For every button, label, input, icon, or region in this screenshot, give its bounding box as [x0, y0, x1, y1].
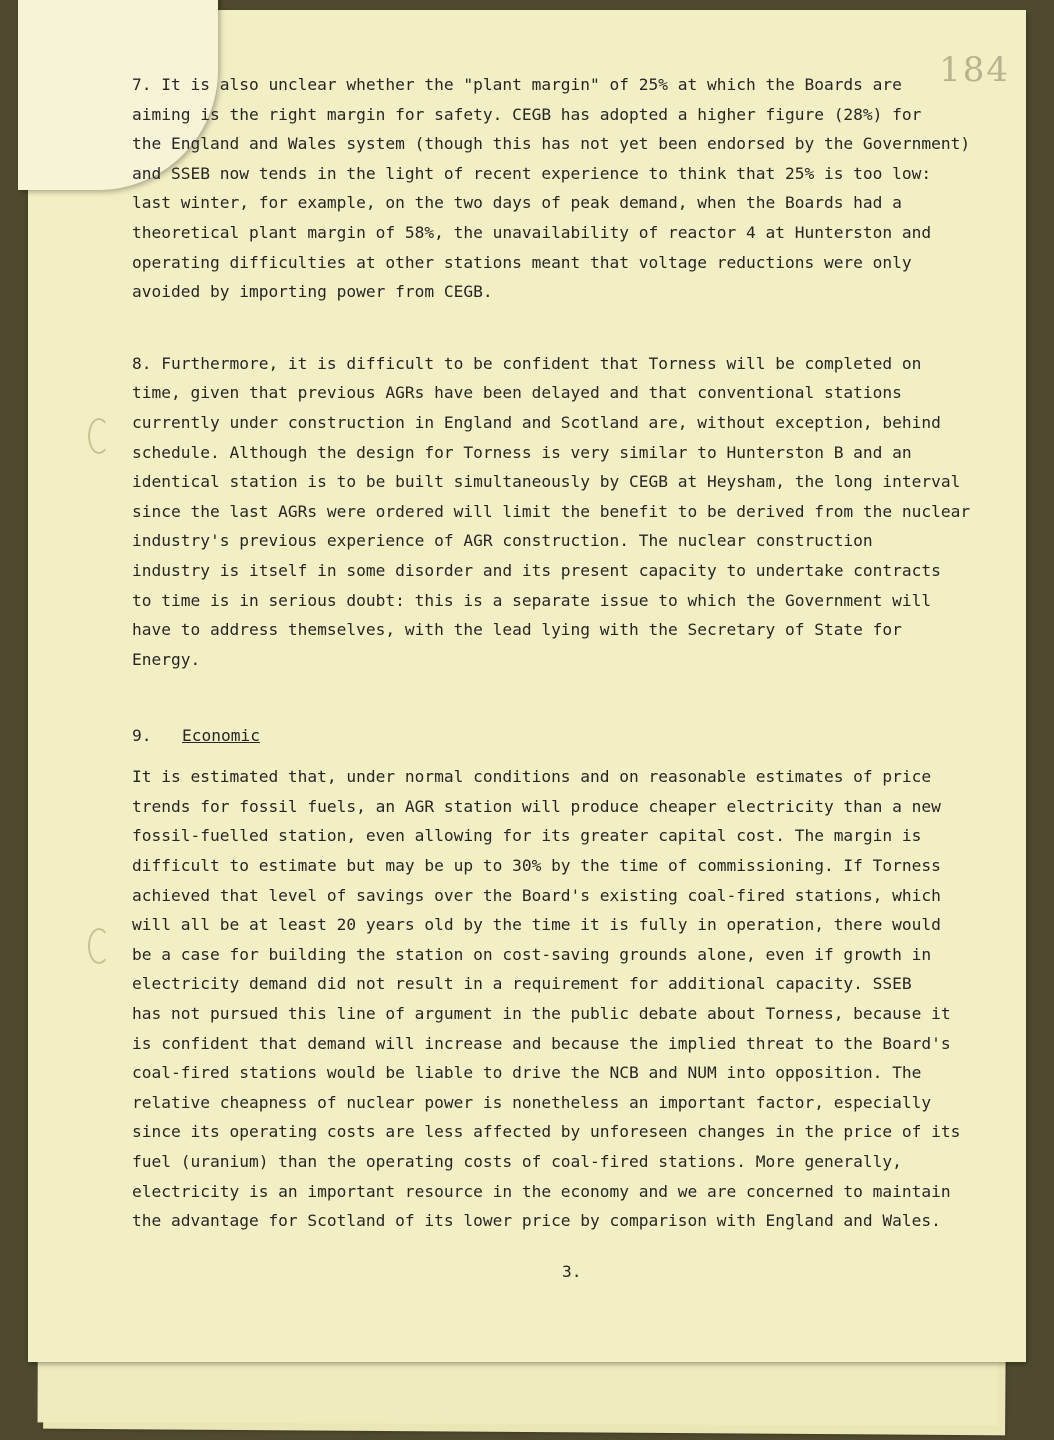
- text-line: achieved that level of savings over the Board's existing coal-fired stations, which: [132, 885, 941, 905]
- section-title: Economic: [182, 726, 260, 746]
- document-body: [132, 70, 982, 1278]
- text-line: electricity demand did not result in a requirement for additional capacity. SSEB: [132, 974, 912, 994]
- handwritten-page-reference: 184: [939, 50, 1010, 90]
- paragraph-7: [132, 70, 982, 307]
- text-line: will all be at least 20 years old by the time it is fully in operation, there would: [132, 915, 941, 935]
- text-line: 8. Furthermore, it is difficult to be confident that Torness will be completed on: [132, 353, 922, 373]
- text-line: the advantage for Scotland of its lower price by comparison with England and Wales.: [132, 1211, 941, 1231]
- text-line: industry is itself in some disorder and its present capacity to undertake contracts: [132, 560, 941, 580]
- text-line: industry's previous experience of AGR construction. The nuclear construction: [132, 531, 873, 551]
- paragraph-8: [132, 349, 982, 675]
- text-line: operating difficulties at other stations meant that voltage reductions were only: [132, 252, 912, 272]
- text-line: avoided by importing power from CEGB.: [132, 282, 493, 302]
- text-line: aiming is the right margin for safety. CEGB has adopted a higher figure (28%) for: [132, 104, 922, 124]
- text-line: identical station is to be built simultaneously by CEGB at Heysham, the long interval: [132, 472, 961, 492]
- text-line: to time is in serious doubt: this is a separate issue to which the Government will: [132, 590, 932, 610]
- text-line: has not pursued this line of argument in the public debate about Torness, because it: [132, 1004, 951, 1024]
- section-heading: [132, 716, 982, 756]
- text-line: It is estimated that, under normal conditions and on reasonable estimates of price: [132, 767, 932, 787]
- punch-hole: [88, 928, 110, 964]
- text-line: since the last AGRs were ordered will limit the benefit to be derived from the nuclear: [132, 501, 971, 521]
- page-number: 3.: [562, 1262, 582, 1281]
- text-line: is confident that demand will increase and because the implied threat to the Board's: [132, 1033, 951, 1053]
- text-line: trends for fossil fuels, an AGR station will produce cheaper electricity than a new: [132, 796, 941, 816]
- text-line: since its operating costs are less affected by unforeseen changes in the price of its: [132, 1122, 961, 1142]
- text-line: fuel (uranium) than the operating costs of coal-fired stations. More generally,: [132, 1152, 902, 1171]
- text-line: the England and Wales system (though this has not yet been endorsed by the Government): [132, 134, 971, 154]
- text-line: currently under construction in England and Scotland are, without exception, behind: [132, 412, 941, 432]
- text-line: fossil-fuelled station, even allowing for its greater capital cost. The margin is: [132, 826, 922, 846]
- text-line: have to address themselves, with the lead lying with the Secretary of State for: [132, 620, 902, 640]
- text-line: schedule. Although the design for Torness is very similar to Hunterston B and an: [132, 442, 912, 462]
- text-line: difficult to estimate but may be up to 30% by the time of commissioning. If Torness: [132, 856, 941, 876]
- text-line: Energy.: [132, 649, 201, 669]
- paragraph-9: [132, 762, 982, 1236]
- text-line: electricity is an important resource in the economy and we are concerned to maintain: [132, 1181, 951, 1201]
- text-line: last winter, for example, on the two days of peak demand, when the Boards had a: [132, 193, 902, 213]
- text-line: coal-fired stations would be liable to drive the NCB and NUM into opposition. The: [132, 1063, 922, 1083]
- text-line: theoretical plant margin of 58%, the unavailability of reactor 4 at Hunterston and: [132, 222, 932, 242]
- text-line: time, given that previous AGRs have been delayed and that conventional stations: [132, 383, 902, 403]
- text-line: 7. It is also unclear whether the "plant margin" of 25% at which the Boards are: [132, 75, 902, 94]
- text-line: be a case for building the station on cost-saving grounds alone, even if growth in: [132, 944, 932, 964]
- text-line: relative cheapness of nuclear power is nonetheless an important factor, especially: [132, 1092, 932, 1112]
- text-line: and SSEB now tends in the light of recent experience to think that 25% is too low:: [132, 163, 932, 183]
- punch-hole: [88, 418, 110, 454]
- section-number: 9.: [132, 726, 152, 746]
